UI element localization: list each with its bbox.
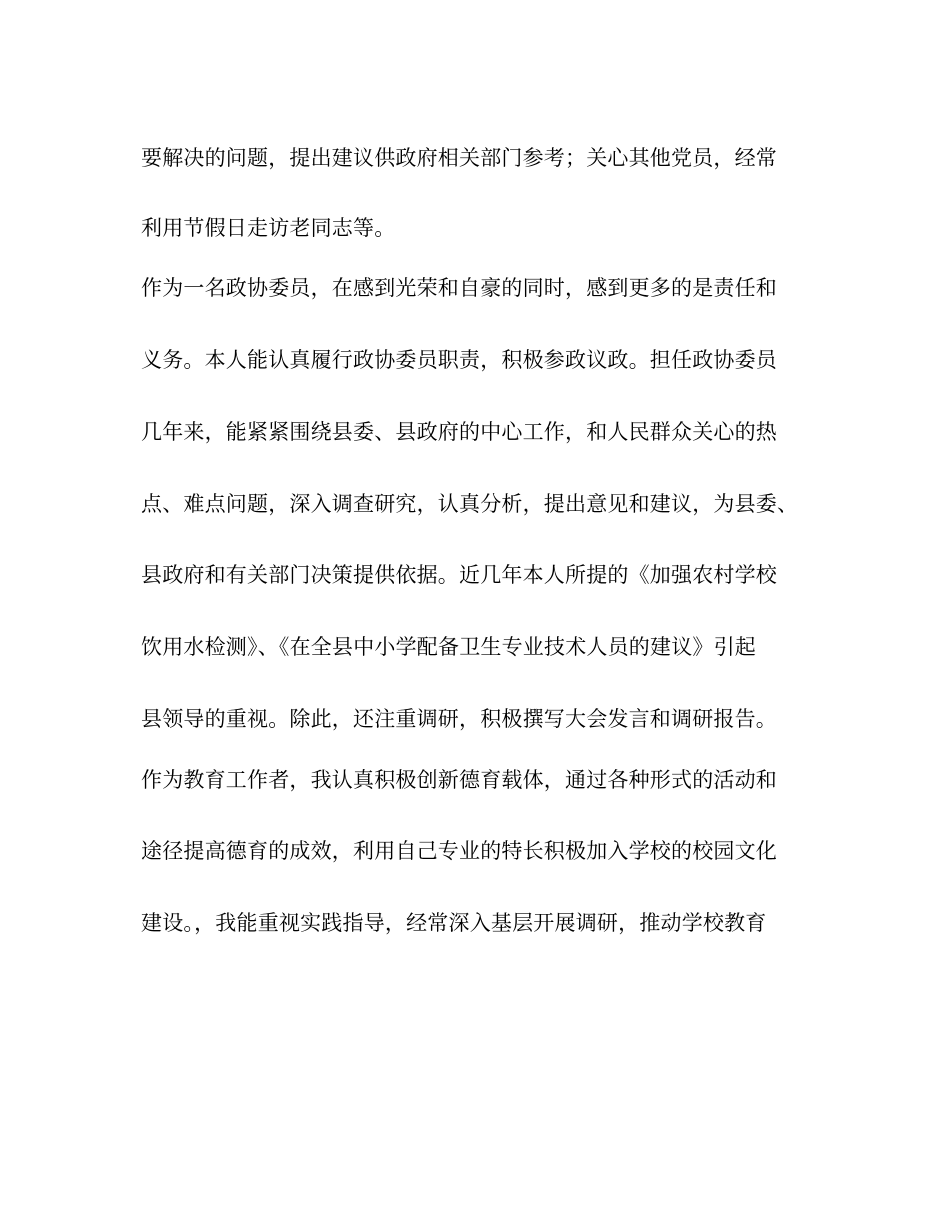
- paragraph-start-line: 作为一名政协委员，在感到光荣和自豪的同时，感到更多的是责任和: [141, 276, 777, 300]
- text-line: 几年来，能紧紧围绕县委、县政府的中心工作，和人民群众关心的热: [141, 420, 777, 444]
- text-line: 利用节假日走访老同志等。: [141, 216, 396, 240]
- text-line: 县领导的重视。除此，还注重调研，积极撰写大会发言和调研报告。: [141, 707, 777, 731]
- text-line: 途径提高德育的成效，利用自己专业的特长积极加入学校的校园文化: [141, 839, 777, 863]
- text-line: 建设。，我能重视实践指导，经常深入基层开展调研，推动学校教育: [141, 911, 767, 935]
- text-line: 饮用水检测》、《在全县中小学配备卫生专业技术人员的建议》引起: [141, 635, 756, 659]
- text-line: 县政府和有关部门决策提供依据。近几年本人所提的《加强农村学校: [141, 563, 777, 587]
- text-line: 要解决的问题，提出建议供政府相关部门参考；关心其他党员，经常: [141, 146, 777, 170]
- text-line: 点、难点问题，深入调查研究，认真分析，提出意见和建议，为县委、: [141, 492, 799, 516]
- paragraph-start-line: 作为教育工作者，我认真积极创新德育载体，通过各种形式的活动和: [141, 768, 777, 792]
- text-line: 义务。本人能认真履行政协委员职责，积极参政议政。担任政协委员: [141, 348, 777, 372]
